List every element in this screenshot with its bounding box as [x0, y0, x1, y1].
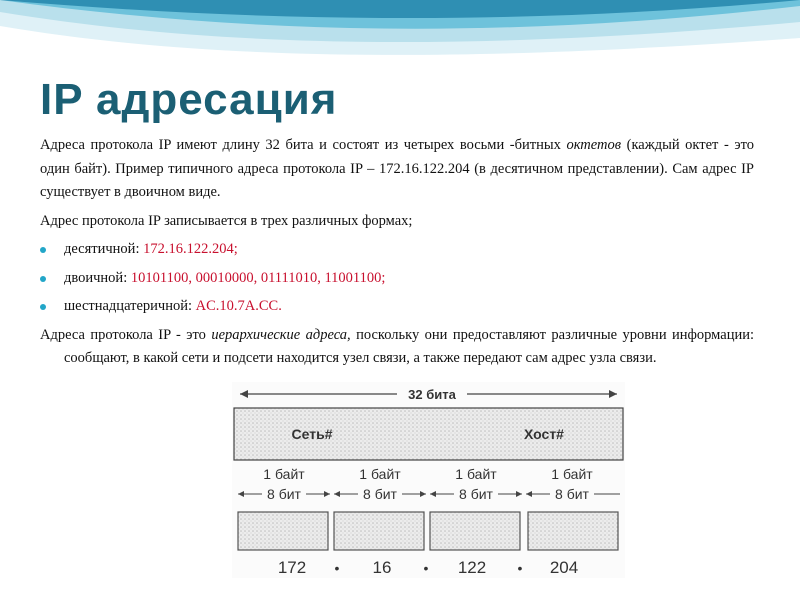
- byte-label: 1 байт: [263, 466, 305, 482]
- ip-address-diagram: [232, 382, 625, 578]
- octet-separator: •: [517, 560, 523, 576]
- bullet-dot-icon: [40, 276, 46, 282]
- intro-text-part1: Адреса протокола IP имеют длину 32 бита и состоят из четырех восьми -битных: [40, 137, 567, 153]
- slide-title: IP адресация: [40, 75, 338, 124]
- bullet-label: двоичной:: [64, 269, 131, 286]
- octet-box: [334, 512, 424, 550]
- hierarchy-text-part1: Адреса протокола IP - это: [40, 326, 212, 343]
- paragraph-hierarchy: [40, 324, 754, 371]
- slide-content: [40, 134, 754, 376]
- arrow-left-icon: [240, 390, 248, 398]
- octet-box: [238, 512, 328, 550]
- octet-value: 204: [549, 558, 579, 577]
- bits-label: 32 бита: [408, 387, 456, 402]
- octet-box: [430, 512, 520, 550]
- octet-separator: •: [334, 560, 340, 576]
- octet-value: 16: [372, 558, 392, 577]
- octet-value: 172: [277, 558, 307, 577]
- bullet-binary: [40, 267, 754, 291]
- bullet-hex: [40, 295, 754, 319]
- byte-label: 1 байт: [455, 466, 497, 482]
- paragraph-forms: Адрес протокола IP записывается в трех различных формах;: [40, 212, 413, 229]
- bullet-value: 10101100, 00010000, 01111010, 11001100;: [130, 269, 386, 286]
- octet-value: 122: [457, 558, 487, 577]
- hierarchy-text-emphasis: иерархические адреса,: [211, 326, 351, 343]
- octet-box: [528, 512, 618, 550]
- bit-label: 8 бит: [267, 486, 301, 502]
- bullet-label: десятичной:: [64, 241, 144, 257]
- network-label: Сеть#: [291, 426, 333, 442]
- bullet-value: AC.10.7A.CC.: [195, 298, 282, 314]
- octet-separator: •: [423, 560, 429, 576]
- bullet-dot-icon: [40, 247, 46, 253]
- bullet-decimal: [40, 238, 754, 262]
- bullet-dot-icon: [40, 304, 46, 310]
- intro-text-emphasis: октетов: [566, 137, 622, 153]
- arrow-right-icon: [609, 390, 617, 398]
- hierarchy-text-part2: поскольку они предоставляют различные уровни информации: сообщают, в какой сети и подсети находится узел связи, а также передают сам адрес узла связи.: [64, 326, 755, 366]
- byte-label: 1 байт: [551, 466, 593, 482]
- bit-label: 8 бит: [459, 486, 493, 502]
- paragraph-intro: [40, 134, 754, 205]
- bit-label: 8 бит: [363, 486, 397, 502]
- bullet-value: 172.16.122.204;: [143, 241, 238, 257]
- host-label: Хост#: [524, 426, 564, 442]
- bit-label: 8 бит: [555, 486, 589, 502]
- byte-label: 1 байт: [359, 466, 401, 482]
- intro-text-part2: (каждый октет - это один байт). Пример типичного адреса протокола IP – 172.16.122.204 (в десятичном представлении). Сам адрес IP существует в двоичном виде.: [40, 137, 754, 200]
- header-wave-decoration: [0, 0, 800, 70]
- bullet-label: шестнадцатеричной:: [64, 298, 196, 314]
